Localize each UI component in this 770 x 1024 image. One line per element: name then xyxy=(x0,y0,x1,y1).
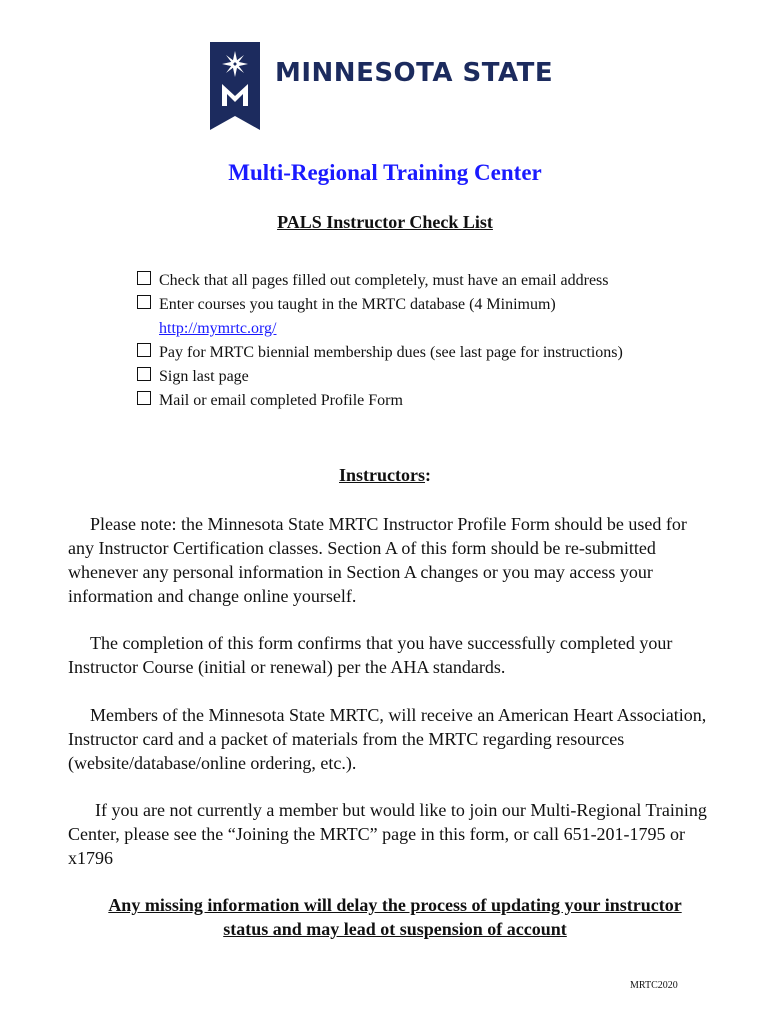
paragraph-members: Members of the Minnesota State MRTC, will receive an American Heart Association, Instructor card and a packet of materials from the MRTC regarding resources (website/database/online ordering, etc.). xyxy=(68,705,707,773)
checkbox-icon[interactable] xyxy=(137,343,151,357)
paragraph-profile-form-note: Please note: the Minnesota State MRTC Instructor Profile Form should be used for any Instructor Certification classes. Section A of this form should be re-submitted whenever any personal information in Section A changes or you may access your information and change online yourself. xyxy=(68,514,687,606)
checkbox-icon[interactable] xyxy=(137,271,151,285)
checklist-item[interactable] xyxy=(137,365,623,389)
checklist-item-label: Enter courses you taught in the MRTC database (4 Minimum) xyxy=(159,296,556,313)
checklist-item[interactable] xyxy=(137,389,623,413)
checklist-item[interactable] xyxy=(137,269,623,293)
checklist-item-label: Check that all pages filled out completely, must have an email address xyxy=(159,272,609,289)
paragraph-completion: The completion of this form confirms that you have successfully completed your Instructor Course (initial or renewal) per the AHA standards. xyxy=(68,633,673,677)
checklist-item[interactable] xyxy=(137,341,623,365)
paragraph-join: If you are not currently a member but would like to join our Multi-Regional Training Center, please see the “Joining the MRTC” page in this form, or call 651-201-1795 or x1796 xyxy=(68,800,707,868)
checklist xyxy=(137,269,623,413)
checkbox-icon[interactable] xyxy=(137,391,151,405)
star-banner-icon xyxy=(210,42,260,130)
checklist-item[interactable] xyxy=(137,293,623,341)
instructors-heading: Instructors: xyxy=(339,465,431,485)
checklist-item-label: Sign last page xyxy=(159,368,249,385)
checklist-item-label: Mail or email completed Profile Form xyxy=(159,392,403,409)
center-title: Multi-Regional Training Center xyxy=(228,160,542,185)
logo-wordmark: MINNESOTA STATE xyxy=(275,58,554,88)
footer-code: MRTC2020 xyxy=(630,980,678,991)
mymrtc-link[interactable]: http://mymrtc.org/ xyxy=(159,320,277,337)
checklist-item-label: Pay for MRTC biennial membership dues (see last page for instructions) xyxy=(159,344,623,361)
checklist-title: PALS Instructor Check List xyxy=(277,212,493,232)
missing-info-warning: Any missing information will delay the process of updating your instructor status and may lead ot suspension of account xyxy=(108,895,682,939)
checkbox-icon[interactable] xyxy=(137,367,151,381)
checkbox-icon[interactable] xyxy=(137,295,151,309)
